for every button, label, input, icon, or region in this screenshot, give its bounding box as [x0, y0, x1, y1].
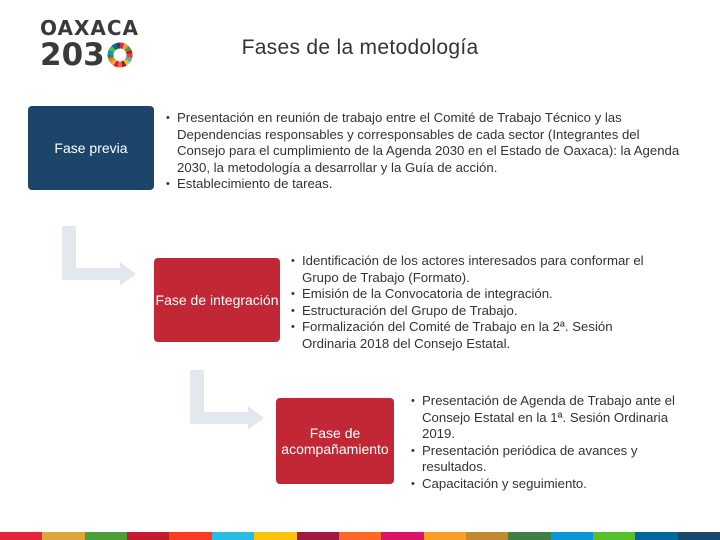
stripe-segment — [508, 532, 550, 540]
bullet-item: • Presentación de Agenda de Trabajo ante el Consejo Estatal en la 1ª. Sesión Ordinaria 2019. — [411, 393, 691, 443]
bullet-item: • Presentación periódica de avances y resultados. — [411, 443, 691, 476]
bullet-item: • Emisión de la Convocatoria de integración. — [291, 286, 661, 303]
stripe-segment — [466, 532, 508, 540]
stripe-segment — [212, 532, 254, 540]
bottom-color-stripe — [0, 532, 720, 540]
stripe-segment — [593, 532, 635, 540]
bullet-item: • Estructuración del Grupo de Trabajo. — [291, 303, 661, 320]
bullet-item: • Presentación en reunión de trabajo entre el Comité de Trabajo Técnico y las Dependencias responsables y corresponsables de cada sector (Integrantes del Consejo para el cumplimiento de la Agenda 2030 en el Estado de Oaxaca): la Agenda 2030, la metodología a desarrollar y la Guía de acción. — [166, 110, 686, 176]
phase-previa-bullets — [166, 110, 686, 193]
stripe-segment — [127, 532, 169, 540]
phase-box-acompanamiento: Fase de acompañamiento — [276, 398, 394, 484]
phase-box-integracion: Fase de integración — [154, 258, 280, 342]
stripe-segment — [551, 532, 593, 540]
stripe-segment — [678, 532, 720, 540]
logo-year-part: 03 — [61, 37, 105, 73]
bullet-item: • Capacitación y seguimiento. — [411, 476, 691, 493]
phase-box-previa: Fase previa — [28, 106, 154, 190]
stripe-segment — [635, 532, 677, 540]
stripe-segment — [85, 532, 127, 540]
stripe-segment — [254, 532, 296, 540]
logo-year-part: 2 — [40, 37, 62, 73]
bullet-item: • Formalización del Comité de Trabajo en la 2ª. Sesión Ordinaria 2018 del Consejo Estatal. — [291, 319, 661, 352]
elbow-arrow-icon — [184, 368, 270, 432]
stripe-segment — [381, 532, 423, 540]
stripe-segment — [0, 532, 42, 540]
bullet-item: • Identificación de los actores interesados para conformar el Grupo de Trabajo (Formato). — [291, 253, 661, 286]
stripe-segment — [169, 532, 211, 540]
slide-title: Fases de la metodología — [241, 36, 479, 59]
stripe-segment — [297, 532, 339, 540]
phase-integracion-bullets — [291, 253, 661, 352]
stripe-segment — [424, 532, 466, 540]
phase-acompanamiento-bullets — [411, 393, 691, 492]
logo-word: OAXACA — [40, 16, 139, 40]
elbow-arrow-icon — [54, 222, 140, 288]
stripe-segment — [339, 532, 381, 540]
stripe-segment — [42, 532, 84, 540]
bullet-item: • Establecimiento de tareas. — [166, 176, 686, 193]
